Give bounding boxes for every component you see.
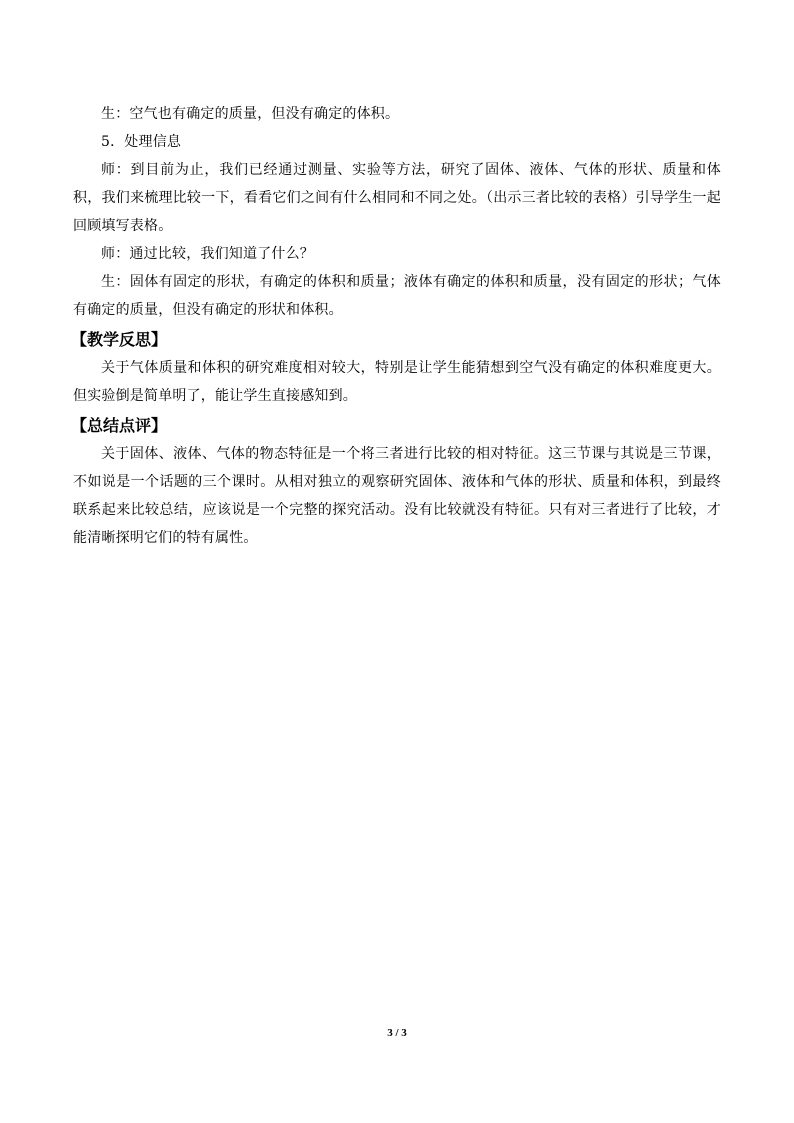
student-answer-air: 生：空气也有确定的质量，但没有确定的体积。 [101, 106, 400, 122]
teacher-question: 师：通过比较，我们知道了什么？ [101, 246, 314, 262]
student-conclusion: 生：固体有固定的形状，有确定的体积和质量；液体有确定的体积和质量，没有固定的形状；气体有确定的质量，但没有确定的形状和体积。 [73, 274, 721, 318]
reflection-text: 关于气体质量和体积的研究难度相对较大，特别是让学生能猜想到空气没有确定的体积难度更大。但实验倒是简单明了，能让学生直接感知到。 [73, 360, 721, 404]
step-heading-process-info: 5．处理信息 [101, 134, 182, 150]
teacher-summary-paragraph: 师：到目前为止，我们已经通过测量、实验等方法，研究了固体、液体、气体的形状、质量和体积，我们来梳理比较一下，看看它们之间有什么相同和不同之处。（出示三者比较的表格）引导学生一起回顾填写表格。 [73, 162, 721, 234]
reflection-heading: 【教学反思】 [71, 330, 168, 349]
page-number: 3 / 3 [387, 1027, 407, 1039]
summary-text: 关于固体、液体、气体的物态特征是一个将三者进行比较的相对特征。这三节课与其说是三节课，不如说是一个话题的三个课时。从相对独立的观察研究固体、液体和气体的形状、质量和体积，到最终联系起来比较总结，应该说是一个完整的探究活动。没有比较就没有特征。只有对三者进行了比较，才能清晰探明它们的特有属性。 [73, 446, 721, 546]
document-body [73, 100, 721, 552]
summary-heading: 【总结点评】 [71, 416, 168, 435]
